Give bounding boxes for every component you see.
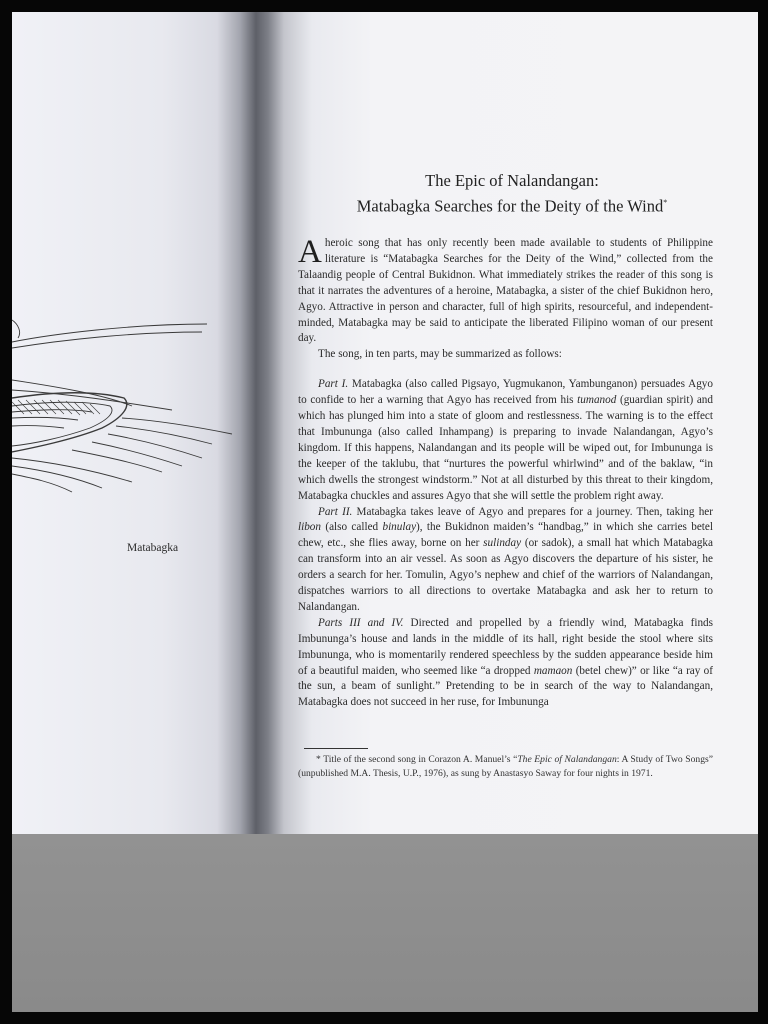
part-2-text-a: Matabagka takes leave of Agyo and prepares for a journey. Then, taking her — [352, 505, 713, 518]
scanned-spread — [12, 12, 758, 1012]
chapter-title — [302, 170, 722, 218]
part-3-4-paragraph — [298, 616, 713, 711]
part-2-term-binulay: binulay — [382, 521, 417, 534]
title-line-1: The Epic of Nalandangan: — [425, 171, 599, 190]
part-2-paragraph — [298, 505, 713, 616]
part-1-text-b: (guardian spirit) and which has plunged him into a state of gloom and restlessness. The warning is to the effect that Imbununga (also called Inhampang) is preparing to invade Nalandangan, Agyo’s kingdom. If this happens, Nalandangan and its people will be wiped out, for Imbununga is the keeper of the taklubu, that “nurtures the powerful whirlwind” and of the baklaw, “in which dwells the strongest windstorm.” Not at all disturbed by this threat to their kingdom, Matabagka chuckles and assures Agyo that she will settle the problem right away. — [298, 394, 713, 502]
footnote-title: The Epic of Nalandangan — [517, 754, 617, 765]
scanner-bed — [12, 834, 758, 1012]
part-1-term-tumanod: tumanod — [577, 394, 617, 407]
part-2-text-b: (also called — [321, 521, 383, 534]
footnote — [298, 753, 713, 780]
summary-intro-paragraph: The song, in ten parts, may be summarized as follows: — [318, 348, 562, 361]
part-2-text-d: (or sadok), a small hat which Matabagka can transform into an air vessel. As soon as Agyo discovers the departure of his sister, he orders a search for her. Tomulin, Agyo’s nephew and chief of the warriors of Nalandangan, dispatches warriors to all directions to overtake Matabagka and ask her to return to Nalandangan. — [298, 537, 713, 613]
part-1-text-a: Matabagka (also called Pigsayo, Yugmukanon, Yambunganon) persuades Agyo to confide to her a warning that Agyo has received from his — [298, 378, 713, 407]
part-2-text-c: ), the Bukidnon maiden’s “handbag,” in which she carries betel chew, etc., she flies away, borne on her — [298, 521, 713, 550]
matabagka-illustration — [12, 302, 242, 502]
footnote-text-a: Title of the second song in Corazon A. Manuel’s “ — [320, 754, 518, 765]
title-footnote-marker: * — [663, 198, 668, 207]
part-2-term-libon: libon — [298, 521, 321, 534]
intro-text: heroic song that has only recently been made available to students of Philippine literature is “Matabagka Searches for the Deity of the Wind,” collected from the Talaandig people of Central Bukidnon. What immediately strikes the reader of this song is that it narrates the adventures of a heroine, Matabagka, a sister of the chief Bukidnon hero, Agyo. Attractive in person and character, full of high spirits, resourceful, and independent-minded, Matabagka may be said to anticipate the liberated Filipino woman of our present day. — [298, 237, 713, 345]
title-line-2 — [302, 192, 722, 218]
footnote-marker: * — [316, 754, 321, 765]
part-3-4-term-mamaon: mamaon — [533, 664, 573, 677]
part-1-paragraph — [298, 377, 713, 504]
title-line-2-text: Matabagka Searches for the Deity of the Wind — [356, 196, 664, 216]
drop-cap: A — [298, 234, 322, 270]
part-3-4-label: Parts III and IV. — [318, 616, 404, 629]
illustration-caption: Matabagka — [127, 542, 179, 554]
footnote-rule — [304, 748, 368, 749]
part-3-4-text-b: (betel chew)” or like “a ray of the sun, a beam of sunlight.” Pretending to be in search of the way to Nalandangan, Matabagka does not succeed in her ruse, for Imbununga — [298, 664, 713, 709]
footnote-text-b: : A Study of Two Songs” (unpublished M.A. Thesis, U.P., 1976), as sung by Anastasyo Saway for four nights in 1971. — [298, 754, 713, 779]
part-3-4-text-a: Directed and propelled by a friendly wind, Matabagka finds Imbununga’s house and lands in the middle of its hall, right beside the stool where sits Imbununga, who is momentarily rendered speechless by the sudden appearance beside him of a beautiful maiden, who seemed like “a dropped — [298, 616, 713, 677]
part-1-label: Part I. — [318, 378, 349, 391]
left-page — [12, 12, 242, 834]
part-2-label: Part II. — [318, 505, 353, 518]
book-pages — [12, 12, 758, 834]
intro-paragraph — [298, 236, 713, 347]
body-text — [298, 236, 713, 711]
part-2-term-sulinday: sulinday — [483, 537, 522, 550]
